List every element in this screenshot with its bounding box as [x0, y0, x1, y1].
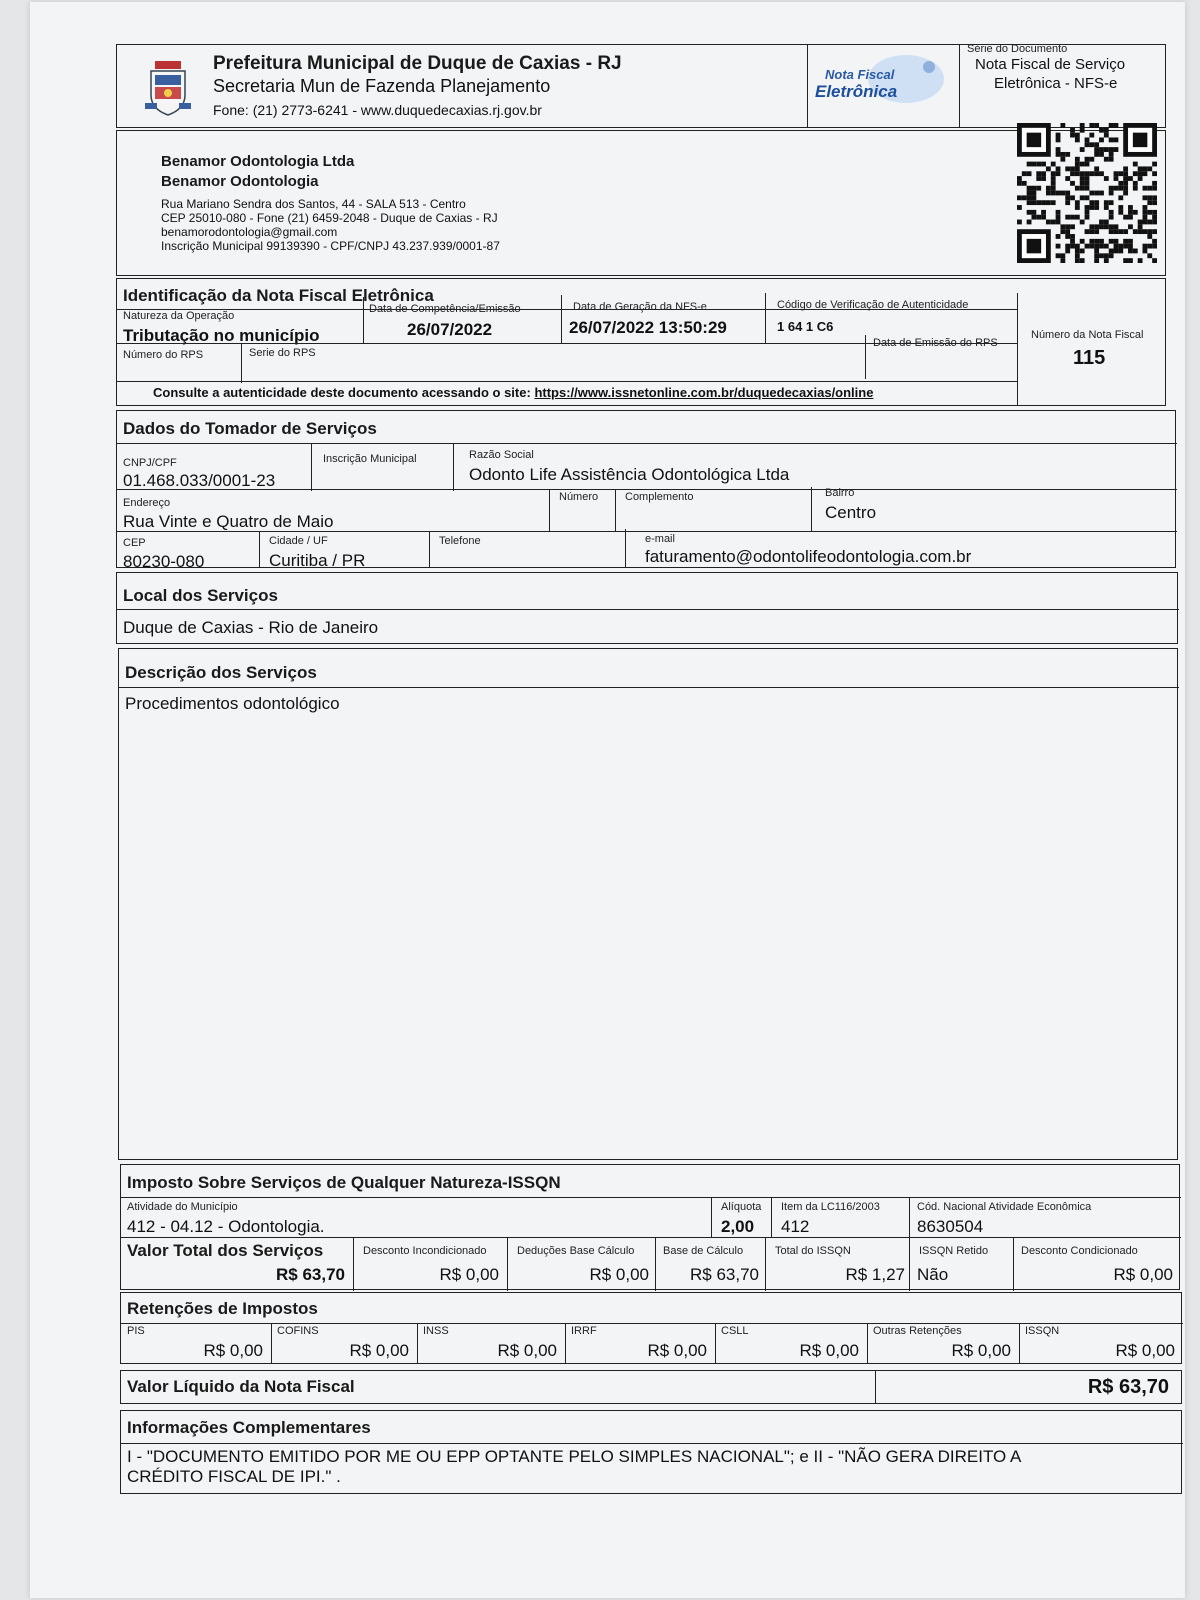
provider-address: Rua Mariano Sendra dos Santos, 44 - SALA 513 - Centro: [161, 197, 466, 211]
cep-value: 80230-080: [123, 552, 205, 571]
cnae-value: 8630504: [917, 1217, 984, 1236]
geracao-value: 26/07/2022 13:50:29: [569, 318, 727, 337]
desconto-cond-label: Desconto Condicionado: [1021, 1245, 1138, 1257]
codigo-value: 1 64 1 C6: [777, 319, 834, 334]
retencao-value: R$ 0,00: [349, 1341, 409, 1360]
descricao-value: Procedimentos odontológico: [125, 694, 340, 713]
serie-line1: Nota Fiscal de Serviço: [975, 56, 1126, 73]
coat-of-arms-icon: [143, 59, 193, 117]
nota-fiscal-eletronica-logo: [811, 49, 951, 123]
email-label: e-mail: [645, 533, 675, 545]
cnpj-label: CNPJ/CPF: [123, 457, 177, 469]
retencao-label: CSLL: [721, 1325, 749, 1337]
provider-registration: Inscrição Municipal 99139390 - CPF/CNPJ 43.237.939/0001-87: [161, 239, 500, 253]
total-issqn-value: R$ 1,27: [845, 1265, 905, 1284]
rps-number-label: Número do RPS: [123, 349, 204, 361]
aliquota-value: 2,00: [721, 1217, 755, 1236]
serie-label: Série do Documento: [967, 43, 1068, 55]
deducoes-value: R$ 0,00: [589, 1265, 649, 1284]
issqn-retido-value: Não: [917, 1265, 949, 1284]
base-calculo-value: R$ 63,70: [690, 1265, 759, 1284]
inscricao-label: Inscrição Municipal: [323, 453, 417, 465]
aliquota-label: Alíquota: [721, 1201, 762, 1213]
geracao-label: Data de Geração da NFS-e: [573, 301, 707, 313]
provider-email: benamorodontologia@gmail.com: [161, 225, 338, 239]
retencoes-box: [120, 1292, 1182, 1364]
email-value: faturamento@odontolifeodontologia.com.br: [645, 547, 972, 566]
rps-emissao-label: Data de Emissão do RPS: [873, 337, 998, 349]
tomador-box: [116, 410, 1176, 571]
retencao-value: R$ 0,00: [203, 1341, 263, 1360]
cnpj-value: 01.468.033/0001-23: [123, 471, 276, 490]
retencoes-title: Retenções de Impostos: [127, 1299, 318, 1318]
provider-trade-name: Benamor Odontologia: [161, 173, 319, 190]
liquido-box: [120, 1370, 1182, 1404]
issqn-title: Imposto Sobre Serviços de Qualquer Natureza-ISSQN: [127, 1173, 561, 1192]
complementares-line1: I - "DOCUMENTO EMITIDO POR ME OU EPP OPTANTE PELO SIMPLES NACIONAL"; e II - "NÃO GERA DIREITO A: [127, 1447, 1022, 1466]
complementares-box: [120, 1410, 1182, 1494]
local-box: [116, 572, 1178, 644]
atividade-label: Atividade do Município: [127, 1201, 238, 1213]
retencao-label: ISSQN: [1025, 1325, 1060, 1337]
complemento-label: Complemento: [625, 491, 694, 503]
natureza-label: Natureza da Operação: [123, 310, 235, 322]
retencao-value: R$ 0,00: [951, 1341, 1011, 1360]
desconto-incond-value: R$ 0,00: [439, 1265, 499, 1284]
endereco-label: Endereço: [123, 497, 171, 509]
retencao-value: R$ 0,00: [1115, 1341, 1175, 1360]
retencao-label: COFINS: [277, 1325, 319, 1337]
identification-title: Identificação da Nota Fiscal Eletrônica: [123, 286, 434, 305]
consult-link[interactable]: https://www.issnetonline.com.br/duquedecaxias/online: [534, 385, 874, 400]
base-calculo-label: Base de Cálculo: [663, 1245, 744, 1257]
department-name: Secretaria Mun de Fazenda Planejamento: [213, 76, 551, 96]
liquido-label: Valor Líquido da Nota Fiscal: [127, 1377, 355, 1396]
descricao-title: Descrição dos Serviços: [125, 663, 317, 682]
consult-text: [153, 385, 873, 400]
issqn-box: [120, 1164, 1180, 1290]
atividade-value: 412 - 04.12 - Odontologia.: [127, 1217, 325, 1236]
retencao-label: PIS: [127, 1325, 145, 1337]
local-title: Local dos Serviços: [123, 586, 278, 605]
serie-line2: Eletrônica - NFS-e: [994, 75, 1118, 92]
retencao-value: R$ 0,00: [799, 1341, 859, 1360]
city-title: Prefeitura Municipal de Duque de Caxias - RJ: [213, 53, 622, 74]
qr-code-icon: [1017, 123, 1157, 263]
provider-box: [116, 130, 1166, 276]
item-lc-label: Item da LC116/2003: [781, 1201, 880, 1213]
city-contact: Fone: (21) 2773-6241 - www.duquedecaxias.rj.gov.br: [213, 102, 542, 118]
retencao-label: Outras Retenções: [873, 1325, 962, 1337]
numero-label: Número: [559, 491, 599, 503]
codigo-label: Código de Verificação de Autenticidade: [777, 299, 969, 311]
cnae-label: Cód. Nacional Atividade Econômica: [917, 1201, 1092, 1213]
numero-nota-value: 115: [1073, 347, 1106, 369]
logo-text-bottom: Eletrônica: [815, 82, 898, 101]
cidade-label: Cidade / UF: [269, 535, 328, 547]
header-box: [116, 44, 1166, 128]
local-value: Duque de Caxias - Rio de Janeiro: [123, 618, 379, 637]
consult-label: Consulte a autenticidade deste documento acessando o site:: [153, 385, 531, 400]
retencao-label: INSS: [423, 1325, 449, 1337]
rps-serie-label: Serie do RPS: [249, 347, 316, 359]
numero-nota-label: Número da Nota Fiscal: [1031, 329, 1144, 341]
cep-label: CEP: [123, 537, 146, 549]
desconto-incond-label: Desconto Incondicionado: [363, 1245, 487, 1257]
deducoes-label: Deduções Base Cálculo: [517, 1245, 635, 1257]
bairro-label: Bairro: [825, 487, 855, 499]
endereco-value: Rua Vinte e Quatro de Maio: [123, 512, 334, 531]
provider-cep-phone: CEP 25010-080 - Fone (21) 6459-2048 - Duque de Caxias - RJ: [161, 211, 498, 225]
issqn-retido-label: ISSQN Retido: [919, 1245, 989, 1257]
total-issqn-label: Total do ISSQN: [775, 1245, 851, 1257]
item-lc-value: 412: [781, 1217, 810, 1236]
telefone-label: Telefone: [439, 535, 481, 547]
identification-box: [116, 278, 1166, 406]
desconto-cond-value: R$ 0,00: [1113, 1265, 1173, 1284]
competencia-label: Data de Competência/Emissão: [369, 303, 521, 315]
retencao-label: IRRF: [571, 1325, 597, 1337]
razao-label: Razão Social: [469, 449, 534, 461]
cidade-value: Curitiba / PR: [269, 551, 366, 570]
bairro-value: Centro: [825, 503, 877, 522]
retencao-value: R$ 0,00: [647, 1341, 707, 1360]
total-servicos-label: Valor Total dos Serviços: [127, 1241, 324, 1260]
razao-value: Odonto Life Assistência Odontológica Ltda: [469, 465, 790, 484]
retencao-value: R$ 0,00: [497, 1341, 557, 1360]
logo-text-top: Nota Fiscal: [825, 67, 895, 82]
descricao-box: [118, 648, 1178, 1160]
total-servicos-value: R$ 63,70: [276, 1265, 345, 1284]
competencia-value: 26/07/2022: [407, 320, 493, 339]
provider-name: Benamor Odontologia Ltda: [161, 153, 355, 170]
tomador-title: Dados do Tomador de Serviços: [123, 419, 377, 438]
liquido-value: R$ 63,70: [1087, 1376, 1169, 1398]
complementares-title: Informações Complementares: [127, 1418, 371, 1437]
complementares-line2: CRÉDITO FISCAL DE IPI." .: [127, 1467, 341, 1486]
natureza-value: Tributação no município: [123, 326, 320, 345]
